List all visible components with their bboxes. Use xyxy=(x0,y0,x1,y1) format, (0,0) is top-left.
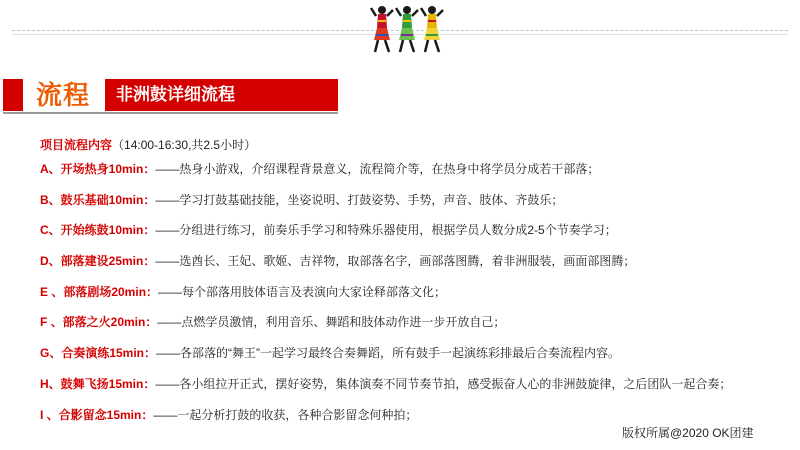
schedule-intro-label: 项目流程内容 xyxy=(40,138,113,152)
list-item xyxy=(40,250,780,281)
step-text: ——热身小游戏，介绍课程背景意义，流程简介等，在热身中将学员分成若干部落； xyxy=(155,162,600,176)
schedule-list xyxy=(40,158,780,434)
step-label: G、合奏演练15min： xyxy=(40,346,157,361)
list-item xyxy=(40,189,780,220)
copyright-footer: 版权所属@2020 OK团建 xyxy=(622,426,754,440)
schedule-intro-time: （14:00-16:30,共2.5小时） xyxy=(112,138,257,152)
page-title: 流程 xyxy=(36,80,91,110)
step-text: ——每个部落用肢体语言及表演向大家诠释部落文化； xyxy=(158,284,447,299)
step-text: ——选酋长、王妃、歌姬、吉祥物，取部落名字，画部落图腾，着非洲服装，画面部图腾； xyxy=(155,254,636,269)
step-label: F 、部落之火20min： xyxy=(40,315,158,330)
step-label: H、鼓舞飞扬15min： xyxy=(40,376,156,391)
list-item xyxy=(40,219,780,250)
page-subtitle: 非洲鼓详细流程 xyxy=(116,85,235,104)
list-item xyxy=(40,281,780,312)
step-label: A、开场热身10min： xyxy=(40,162,156,176)
dancer-red xyxy=(371,6,393,52)
title-accent-bar xyxy=(3,79,23,111)
step-label: D、部落建设25min： xyxy=(40,254,156,269)
step-text: ——各小组拉开正式，摆好姿势，集体演奏不同节奏节拍，感受振奋人心的非洲鼓旋律，之后团队一起合奏； xyxy=(155,376,732,391)
step-text: ——分组进行练习，前奏乐手学习和特殊乐器使用，根据学员人数分成2-5个节奏学习； xyxy=(155,223,617,238)
schedule-intro xyxy=(40,136,256,153)
list-item xyxy=(40,311,780,342)
dancer-yellow xyxy=(421,6,443,52)
header-underline xyxy=(3,112,338,114)
list-item xyxy=(40,342,780,373)
list-item xyxy=(40,158,780,189)
step-text: ——各部落的“舞王”一起学习最终合奏舞蹈，所有鼓手一起演练彩排最后合奏流程内容。 xyxy=(156,346,621,361)
dancer-green xyxy=(396,6,418,52)
step-text: ——学习打鼓基础技能，坐姿说明、打鼓姿势、手势，声音、肢体、齐鼓乐； xyxy=(155,192,564,207)
step-label: E 、部落剧场20min： xyxy=(40,284,159,299)
step-label: C、开始练鼓10min： xyxy=(40,223,156,238)
step-text: ——一起分析打鼓的收获，各种合影留念何种拍； xyxy=(153,407,418,422)
list-item xyxy=(40,373,780,404)
step-text: ——点燃学员激情，利用音乐、舞蹈和肢体动作进一步开放自己； xyxy=(157,315,506,330)
african-dancers-illustration xyxy=(368,4,446,54)
step-label: I 、合影留念15min： xyxy=(40,407,154,422)
step-label: B、鼓乐基础10min： xyxy=(40,192,156,207)
